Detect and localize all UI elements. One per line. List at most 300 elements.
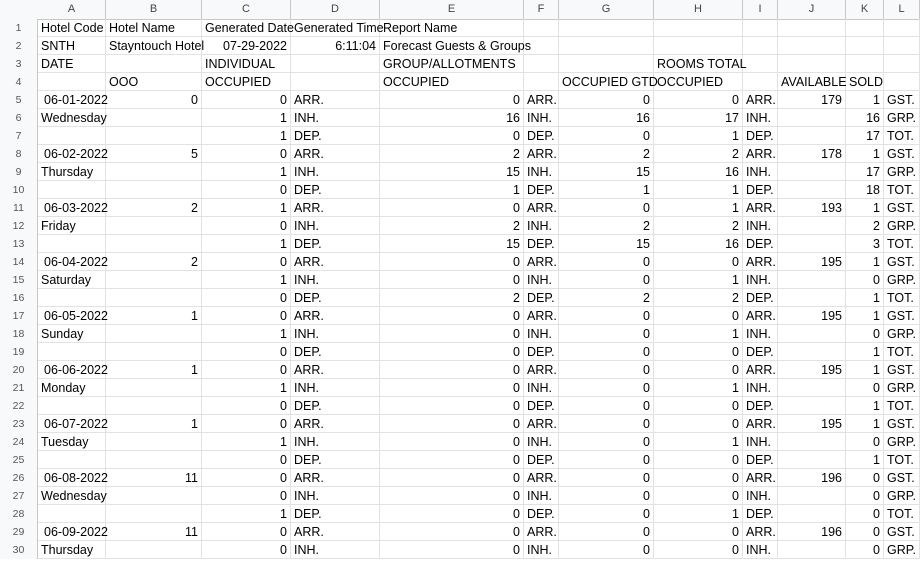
cell-k30[interactable]: 0 — [846, 541, 884, 559]
cell-b9[interactable] — [106, 163, 202, 181]
cell-a17[interactable]: 06-05-2022 — [38, 307, 106, 325]
cell-h30[interactable]: 0 — [654, 541, 743, 559]
column-header-k[interactable]: K — [846, 0, 884, 19]
row-number[interactable]: 28 — [0, 505, 38, 523]
cell-b16[interactable] — [106, 289, 202, 307]
cell-f30[interactable]: INH. — [524, 541, 559, 559]
cell-i22[interactable]: DEP. — [743, 397, 778, 415]
cell-d17[interactable]: ARR. — [291, 307, 380, 325]
cell-l14[interactable]: GST. — [884, 253, 920, 271]
cell-c4[interactable]: OCCUPIED — [202, 73, 291, 91]
cell-i19[interactable]: DEP. — [743, 343, 778, 361]
cell-g29[interactable]: 0 — [559, 523, 654, 541]
cell-d21[interactable]: INH. — [291, 379, 380, 397]
cell-k19[interactable]: 1 — [846, 343, 884, 361]
column-header-l[interactable]: L — [884, 0, 920, 19]
cell-k21[interactable]: 0 — [846, 379, 884, 397]
cell-g20[interactable]: 0 — [559, 361, 654, 379]
cell-i2[interactable] — [743, 37, 778, 55]
row-number[interactable]: 21 — [0, 379, 38, 397]
cell-i15[interactable]: INH. — [743, 271, 778, 289]
cell-h17[interactable]: 0 — [654, 307, 743, 325]
cell-g14[interactable]: 0 — [559, 253, 654, 271]
cell-e4[interactable]: OCCUPIED — [380, 73, 524, 91]
cell-f21[interactable]: INH. — [524, 379, 559, 397]
cell-a20[interactable]: 06-06-2022 — [38, 361, 106, 379]
cell-j13[interactable] — [778, 235, 846, 253]
cell-f6[interactable]: INH. — [524, 109, 559, 127]
cell-l27[interactable]: GRP. — [884, 487, 920, 505]
cell-h8[interactable]: 2 — [654, 145, 743, 163]
cell-c13[interactable]: 1 — [202, 235, 291, 253]
cell-l21[interactable]: GRP. — [884, 379, 920, 397]
cell-j29[interactable]: 196 — [778, 523, 846, 541]
cell-g7[interactable]: 0 — [559, 127, 654, 145]
cell-d22[interactable]: DEP. — [291, 397, 380, 415]
row-number[interactable]: 24 — [0, 433, 38, 451]
cell-c26[interactable]: 0 — [202, 469, 291, 487]
cell-l12[interactable]: GRP. — [884, 217, 920, 235]
cell-k24[interactable]: 0 — [846, 433, 884, 451]
cell-b11[interactable]: 2 — [106, 199, 202, 217]
cell-b29[interactable]: 11 — [106, 523, 202, 541]
cell-b19[interactable] — [106, 343, 202, 361]
cell-a29[interactable]: 06-09-2022 — [38, 523, 106, 541]
cell-g1[interactable] — [559, 19, 654, 37]
cell-f19[interactable]: DEP. — [524, 343, 559, 361]
cell-k27[interactable]: 0 — [846, 487, 884, 505]
cell-a10[interactable] — [38, 181, 106, 199]
cell-e3[interactable]: GROUP/ALLOTMENTS — [380, 55, 524, 73]
row-number[interactable]: 12 — [0, 217, 38, 235]
cell-k16[interactable]: 1 — [846, 289, 884, 307]
row-number[interactable]: 18 — [0, 325, 38, 343]
cell-k6[interactable]: 16 — [846, 109, 884, 127]
cell-c24[interactable]: 1 — [202, 433, 291, 451]
cell-f18[interactable]: INH. — [524, 325, 559, 343]
cell-b1[interactable]: Hotel Name — [106, 19, 202, 37]
cell-c5[interactable]: 0 — [202, 91, 291, 109]
cell-f15[interactable]: INH. — [524, 271, 559, 289]
cell-k20[interactable]: 1 — [846, 361, 884, 379]
column-header-b[interactable]: B — [106, 0, 202, 19]
cell-d26[interactable]: ARR. — [291, 469, 380, 487]
cell-i7[interactable]: DEP. — [743, 127, 778, 145]
cell-c20[interactable]: 0 — [202, 361, 291, 379]
cell-h25[interactable]: 0 — [654, 451, 743, 469]
cell-a21[interactable]: Monday — [38, 379, 106, 397]
cell-e25[interactable]: 0 — [380, 451, 524, 469]
cell-c10[interactable]: 0 — [202, 181, 291, 199]
row-number[interactable]: 14 — [0, 253, 38, 271]
cell-l4[interactable] — [884, 73, 920, 91]
cell-h19[interactable]: 0 — [654, 343, 743, 361]
cell-d5[interactable]: ARR. — [291, 91, 380, 109]
cell-l25[interactable]: TOT. — [884, 451, 920, 469]
column-header-g[interactable]: G — [559, 0, 654, 19]
cell-l15[interactable]: GRP. — [884, 271, 920, 289]
row-number[interactable]: 2 — [0, 37, 38, 55]
cell-d4[interactable] — [291, 73, 380, 91]
cell-g11[interactable]: 0 — [559, 199, 654, 217]
cell-g8[interactable]: 2 — [559, 145, 654, 163]
cell-l1[interactable] — [884, 19, 920, 37]
column-header-e[interactable]: E — [380, 0, 524, 19]
cell-j23[interactable]: 195 — [778, 415, 846, 433]
cell-g23[interactable]: 0 — [559, 415, 654, 433]
column-header-d[interactable]: D — [291, 0, 380, 19]
cell-d25[interactable]: DEP. — [291, 451, 380, 469]
column-header-j[interactable]: J — [778, 0, 846, 19]
cell-d6[interactable]: INH. — [291, 109, 380, 127]
cell-c23[interactable]: 0 — [202, 415, 291, 433]
column-header-i[interactable]: I — [743, 0, 778, 19]
cell-g26[interactable]: 0 — [559, 469, 654, 487]
cell-j10[interactable] — [778, 181, 846, 199]
cell-a28[interactable] — [38, 505, 106, 523]
cell-l20[interactable]: GST. — [884, 361, 920, 379]
row-number[interactable]: 6 — [0, 109, 38, 127]
cell-c8[interactable]: 0 — [202, 145, 291, 163]
cell-f11[interactable]: ARR. — [524, 199, 559, 217]
cell-a18[interactable]: Sunday — [38, 325, 106, 343]
cell-c12[interactable]: 0 — [202, 217, 291, 235]
cell-b15[interactable] — [106, 271, 202, 289]
cell-j16[interactable] — [778, 289, 846, 307]
cell-b25[interactable] — [106, 451, 202, 469]
cell-l11[interactable]: GST. — [884, 199, 920, 217]
cell-g10[interactable]: 1 — [559, 181, 654, 199]
cell-a5[interactable]: 06-01-2022 — [38, 91, 106, 109]
cell-k29[interactable]: 0 — [846, 523, 884, 541]
cell-e10[interactable]: 1 — [380, 181, 524, 199]
cell-g27[interactable]: 0 — [559, 487, 654, 505]
cell-k22[interactable]: 1 — [846, 397, 884, 415]
cell-k1[interactable] — [846, 19, 884, 37]
cell-b2[interactable]: Stayntouch Hotel — [106, 37, 202, 55]
cell-a7[interactable] — [38, 127, 106, 145]
cell-c7[interactable]: 1 — [202, 127, 291, 145]
row-number[interactable]: 7 — [0, 127, 38, 145]
cell-e14[interactable]: 0 — [380, 253, 524, 271]
cell-a8[interactable]: 06-02-2022 — [38, 145, 106, 163]
cell-d12[interactable]: INH. — [291, 217, 380, 235]
cell-h3[interactable]: ROOMS TOTAL — [654, 55, 743, 73]
cell-i11[interactable]: ARR. — [743, 199, 778, 217]
select-all-corner[interactable] — [0, 0, 39, 19]
cell-c6[interactable]: 1 — [202, 109, 291, 127]
cell-d11[interactable]: ARR. — [291, 199, 380, 217]
cell-k18[interactable]: 0 — [846, 325, 884, 343]
cell-k23[interactable]: 1 — [846, 415, 884, 433]
cell-k17[interactable]: 1 — [846, 307, 884, 325]
cell-d16[interactable]: DEP. — [291, 289, 380, 307]
cell-i18[interactable]: INH. — [743, 325, 778, 343]
cell-a24[interactable]: Tuesday — [38, 433, 106, 451]
cell-h12[interactable]: 2 — [654, 217, 743, 235]
cell-h5[interactable]: 0 — [654, 91, 743, 109]
cell-i3[interactable] — [743, 55, 778, 73]
cell-b24[interactable] — [106, 433, 202, 451]
row-number[interactable]: 3 — [0, 55, 38, 73]
cell-i5[interactable]: ARR. — [743, 91, 778, 109]
cell-c15[interactable]: 1 — [202, 271, 291, 289]
cell-e24[interactable]: 0 — [380, 433, 524, 451]
cell-f1[interactable] — [524, 19, 559, 37]
row-number[interactable]: 9 — [0, 163, 38, 181]
column-header-c[interactable]: C — [202, 0, 291, 19]
cell-j24[interactable] — [778, 433, 846, 451]
cell-e17[interactable]: 0 — [380, 307, 524, 325]
cell-b3[interactable] — [106, 55, 202, 73]
row-number[interactable]: 5 — [0, 91, 38, 109]
cell-j8[interactable]: 178 — [778, 145, 846, 163]
cell-k25[interactable]: 1 — [846, 451, 884, 469]
cell-a22[interactable] — [38, 397, 106, 415]
row-number[interactable]: 20 — [0, 361, 38, 379]
cell-j9[interactable] — [778, 163, 846, 181]
cell-b17[interactable]: 1 — [106, 307, 202, 325]
cell-h9[interactable]: 16 — [654, 163, 743, 181]
cell-a2[interactable]: SNTH — [38, 37, 106, 55]
cell-d9[interactable]: INH. — [291, 163, 380, 181]
cell-d30[interactable]: INH. — [291, 541, 380, 559]
cell-j21[interactable] — [778, 379, 846, 397]
cell-i6[interactable]: INH. — [743, 109, 778, 127]
cell-e18[interactable]: 0 — [380, 325, 524, 343]
cell-j7[interactable] — [778, 127, 846, 145]
cell-g15[interactable]: 0 — [559, 271, 654, 289]
cell-k13[interactable]: 3 — [846, 235, 884, 253]
cell-c27[interactable]: 0 — [202, 487, 291, 505]
cell-c18[interactable]: 1 — [202, 325, 291, 343]
cell-e7[interactable]: 0 — [380, 127, 524, 145]
row-number[interactable]: 22 — [0, 397, 38, 415]
cell-l17[interactable]: GST. — [884, 307, 920, 325]
cell-i14[interactable]: ARR. — [743, 253, 778, 271]
cell-a11[interactable]: 06-03-2022 — [38, 199, 106, 217]
cell-c2[interactable]: 07-29-2022 — [202, 37, 291, 55]
cell-b27[interactable] — [106, 487, 202, 505]
cell-c28[interactable]: 1 — [202, 505, 291, 523]
row-number[interactable]: 10 — [0, 181, 38, 199]
cell-j14[interactable]: 195 — [778, 253, 846, 271]
cell-h20[interactable]: 0 — [654, 361, 743, 379]
cell-l9[interactable]: GRP. — [884, 163, 920, 181]
cell-g22[interactable]: 0 — [559, 397, 654, 415]
cell-j4[interactable]: AVAILABLE — [778, 73, 846, 91]
cell-j2[interactable] — [778, 37, 846, 55]
cell-j6[interactable] — [778, 109, 846, 127]
cell-a15[interactable]: Saturday — [38, 271, 106, 289]
cell-a12[interactable]: Friday — [38, 217, 106, 235]
cell-h7[interactable]: 1 — [654, 127, 743, 145]
cell-g30[interactable]: 0 — [559, 541, 654, 559]
cell-b5[interactable]: 0 — [106, 91, 202, 109]
cell-b20[interactable]: 1 — [106, 361, 202, 379]
cell-e23[interactable]: 0 — [380, 415, 524, 433]
cell-l16[interactable]: TOT. — [884, 289, 920, 307]
cell-e9[interactable]: 15 — [380, 163, 524, 181]
row-number[interactable]: 17 — [0, 307, 38, 325]
cell-l28[interactable]: TOT. — [884, 505, 920, 523]
cell-i20[interactable]: ARR. — [743, 361, 778, 379]
cell-l2[interactable] — [884, 37, 920, 55]
cell-g5[interactable]: 0 — [559, 91, 654, 109]
cell-i26[interactable]: ARR. — [743, 469, 778, 487]
cell-i27[interactable]: INH. — [743, 487, 778, 505]
cell-g9[interactable]: 15 — [559, 163, 654, 181]
row-number[interactable]: 29 — [0, 523, 38, 541]
cell-i17[interactable]: ARR. — [743, 307, 778, 325]
cell-d19[interactable]: DEP. — [291, 343, 380, 361]
cell-f5[interactable]: ARR. — [524, 91, 559, 109]
cell-k7[interactable]: 17 — [846, 127, 884, 145]
cell-h26[interactable]: 0 — [654, 469, 743, 487]
cell-j3[interactable] — [778, 55, 846, 73]
cell-i10[interactable]: DEP. — [743, 181, 778, 199]
cell-i21[interactable]: INH. — [743, 379, 778, 397]
cell-i16[interactable]: DEP. — [743, 289, 778, 307]
cell-e15[interactable]: 0 — [380, 271, 524, 289]
cell-d7[interactable]: DEP. — [291, 127, 380, 145]
cell-e2[interactable]: Forecast Guests & Groups — [380, 37, 524, 55]
cell-g25[interactable]: 0 — [559, 451, 654, 469]
cell-e11[interactable]: 0 — [380, 199, 524, 217]
cell-d8[interactable]: ARR. — [291, 145, 380, 163]
cell-f20[interactable]: ARR. — [524, 361, 559, 379]
cell-d15[interactable]: INH. — [291, 271, 380, 289]
cell-g21[interactable]: 0 — [559, 379, 654, 397]
cell-b6[interactable] — [106, 109, 202, 127]
cell-f2[interactable] — [524, 37, 559, 55]
cell-l6[interactable]: GRP. — [884, 109, 920, 127]
cell-i4[interactable] — [743, 73, 778, 91]
cell-a13[interactable] — [38, 235, 106, 253]
cell-f24[interactable]: INH. — [524, 433, 559, 451]
row-number[interactable]: 11 — [0, 199, 38, 217]
row-number[interactable]: 1 — [0, 19, 38, 37]
cell-i30[interactable]: INH. — [743, 541, 778, 559]
cell-a1[interactable]: Hotel Code — [38, 19, 106, 37]
cell-h1[interactable] — [654, 19, 743, 37]
cell-g18[interactable]: 0 — [559, 325, 654, 343]
cell-j27[interactable] — [778, 487, 846, 505]
cell-g3[interactable] — [559, 55, 654, 73]
cell-h18[interactable]: 1 — [654, 325, 743, 343]
cell-f3[interactable] — [524, 55, 559, 73]
cell-a23[interactable]: 06-07-2022 — [38, 415, 106, 433]
cell-f7[interactable]: DEP. — [524, 127, 559, 145]
row-number[interactable]: 8 — [0, 145, 38, 163]
cell-c17[interactable]: 0 — [202, 307, 291, 325]
cell-h21[interactable]: 1 — [654, 379, 743, 397]
cell-l18[interactable]: GRP. — [884, 325, 920, 343]
cell-a25[interactable] — [38, 451, 106, 469]
row-number[interactable]: 23 — [0, 415, 38, 433]
cell-f9[interactable]: INH. — [524, 163, 559, 181]
cell-j12[interactable] — [778, 217, 846, 235]
cell-f22[interactable]: DEP. — [524, 397, 559, 415]
cell-b10[interactable] — [106, 181, 202, 199]
cell-k26[interactable]: 0 — [846, 469, 884, 487]
cell-h28[interactable]: 1 — [654, 505, 743, 523]
cell-b7[interactable] — [106, 127, 202, 145]
row-number[interactable]: 26 — [0, 469, 38, 487]
cell-b30[interactable] — [106, 541, 202, 559]
cell-g16[interactable]: 2 — [559, 289, 654, 307]
cell-i25[interactable]: DEP. — [743, 451, 778, 469]
cell-b22[interactable] — [106, 397, 202, 415]
cell-h13[interactable]: 16 — [654, 235, 743, 253]
cell-d14[interactable]: ARR. — [291, 253, 380, 271]
cell-e22[interactable]: 0 — [380, 397, 524, 415]
cell-j28[interactable] — [778, 505, 846, 523]
cell-e26[interactable]: 0 — [380, 469, 524, 487]
cell-i13[interactable]: DEP. — [743, 235, 778, 253]
cell-j15[interactable] — [778, 271, 846, 289]
cell-l29[interactable]: GST. — [884, 523, 920, 541]
cell-e20[interactable]: 0 — [380, 361, 524, 379]
cell-c3[interactable]: INDIVIDUAL — [202, 55, 291, 73]
cell-i9[interactable]: INH. — [743, 163, 778, 181]
cell-j18[interactable] — [778, 325, 846, 343]
cell-a19[interactable] — [38, 343, 106, 361]
cell-b18[interactable] — [106, 325, 202, 343]
cell-k9[interactable]: 17 — [846, 163, 884, 181]
cell-j25[interactable] — [778, 451, 846, 469]
cell-h14[interactable]: 0 — [654, 253, 743, 271]
row-number[interactable]: 19 — [0, 343, 38, 361]
cell-d23[interactable]: ARR. — [291, 415, 380, 433]
cell-g4[interactable]: OCCUPIED GTD — [559, 73, 654, 91]
cell-d2[interactable]: 6:11:04 — [291, 37, 380, 55]
cell-d18[interactable]: INH. — [291, 325, 380, 343]
cell-a3[interactable]: DATE — [38, 55, 106, 73]
cell-f25[interactable]: DEP. — [524, 451, 559, 469]
cell-g13[interactable]: 15 — [559, 235, 654, 253]
cell-f26[interactable]: ARR. — [524, 469, 559, 487]
cell-k28[interactable]: 0 — [846, 505, 884, 523]
cell-e13[interactable]: 15 — [380, 235, 524, 253]
cell-h10[interactable]: 1 — [654, 181, 743, 199]
cell-e29[interactable]: 0 — [380, 523, 524, 541]
cell-c11[interactable]: 1 — [202, 199, 291, 217]
cell-a14[interactable]: 06-04-2022 — [38, 253, 106, 271]
cell-h15[interactable]: 1 — [654, 271, 743, 289]
cell-c9[interactable]: 1 — [202, 163, 291, 181]
cell-f23[interactable]: ARR. — [524, 415, 559, 433]
cell-j19[interactable] — [778, 343, 846, 361]
cell-f8[interactable]: ARR. — [524, 145, 559, 163]
cell-f13[interactable]: DEP. — [524, 235, 559, 253]
cell-c14[interactable]: 0 — [202, 253, 291, 271]
row-number[interactable]: 15 — [0, 271, 38, 289]
cell-e1[interactable]: Report Name — [380, 19, 524, 37]
cell-c16[interactable]: 0 — [202, 289, 291, 307]
row-number[interactable]: 4 — [0, 73, 38, 91]
cell-f10[interactable]: DEP. — [524, 181, 559, 199]
cell-h29[interactable]: 0 — [654, 523, 743, 541]
cell-d24[interactable]: INH. — [291, 433, 380, 451]
cell-b28[interactable] — [106, 505, 202, 523]
cell-d13[interactable]: DEP. — [291, 235, 380, 253]
cell-g19[interactable]: 0 — [559, 343, 654, 361]
cell-h24[interactable]: 1 — [654, 433, 743, 451]
cell-d20[interactable]: ARR. — [291, 361, 380, 379]
cell-a9[interactable]: Thursday — [38, 163, 106, 181]
cell-g12[interactable]: 2 — [559, 217, 654, 235]
